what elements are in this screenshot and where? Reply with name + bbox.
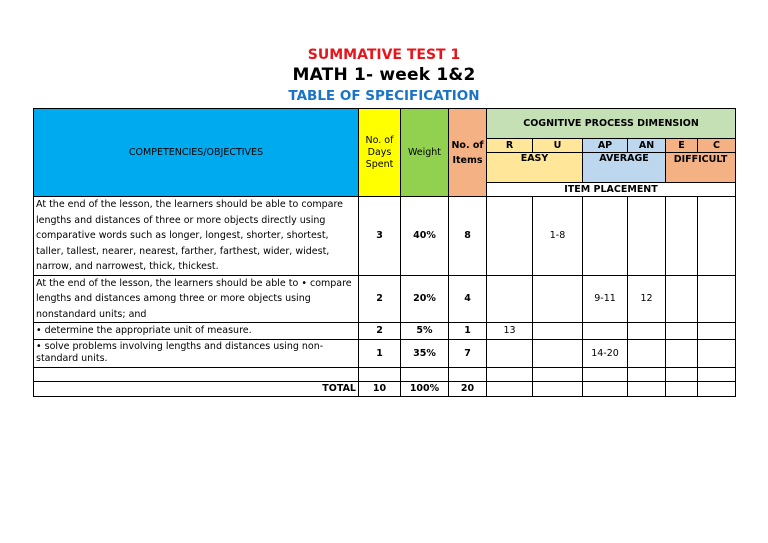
r-cell bbox=[487, 275, 533, 323]
section-title: TABLE OF SPECIFICATION bbox=[288, 88, 480, 104]
level-c: C bbox=[698, 139, 736, 153]
items-cell: 7 bbox=[449, 339, 487, 367]
level-r: R bbox=[487, 139, 533, 153]
empty-cell bbox=[449, 367, 487, 381]
empty-cell bbox=[533, 367, 583, 381]
empty-cell bbox=[628, 367, 666, 381]
ap-cell: 9-11 bbox=[583, 275, 628, 323]
days-cell: 1 bbox=[359, 339, 401, 367]
e-cell bbox=[666, 339, 698, 367]
table-row bbox=[34, 323, 736, 340]
c-cell bbox=[698, 323, 736, 340]
e-cell bbox=[666, 197, 698, 276]
total-row bbox=[34, 381, 736, 396]
empty-cell bbox=[698, 381, 736, 396]
ap-cell bbox=[583, 323, 628, 340]
weight-cell: 20% bbox=[401, 275, 449, 323]
empty-cell bbox=[359, 367, 401, 381]
empty-cell bbox=[583, 381, 628, 396]
table-row bbox=[34, 275, 736, 323]
table-row bbox=[34, 339, 736, 367]
an-cell bbox=[628, 197, 666, 276]
subject-title: MATH 1- week 1&2 bbox=[292, 65, 476, 85]
items-header: No. of Items bbox=[449, 109, 487, 197]
empty-cell bbox=[487, 367, 533, 381]
total-days: 10 bbox=[359, 381, 401, 396]
competency-cell: • solve problems involving lengths and distances using non-standard units. bbox=[34, 339, 359, 367]
empty-cell bbox=[34, 367, 359, 381]
weight-cell: 35% bbox=[401, 339, 449, 367]
level-e: E bbox=[666, 139, 698, 153]
total-items: 20 bbox=[449, 381, 487, 396]
c-cell bbox=[698, 275, 736, 323]
ap-cell: 14-20 bbox=[583, 339, 628, 367]
empty-cell bbox=[666, 367, 698, 381]
weight-cell: 5% bbox=[401, 323, 449, 340]
days-cell: 3 bbox=[359, 197, 401, 276]
items-cell: 1 bbox=[449, 323, 487, 340]
ap-cell bbox=[583, 197, 628, 276]
r-cell: 13 bbox=[487, 323, 533, 340]
empty-cell bbox=[487, 381, 533, 396]
table-row bbox=[34, 197, 736, 276]
an-cell bbox=[628, 339, 666, 367]
items-cell: 4 bbox=[449, 275, 487, 323]
u-cell bbox=[533, 323, 583, 340]
cognitive-header: COGNITIVE PROCESS DIMENSION bbox=[487, 109, 736, 139]
item-placement-header: ITEM PLACEMENT bbox=[487, 183, 736, 197]
u-cell bbox=[533, 275, 583, 323]
empty-cell bbox=[698, 367, 736, 381]
empty-cell bbox=[533, 381, 583, 396]
level-ap: AP bbox=[583, 139, 628, 153]
competency-cell: At the end of the lesson, the learners should be able to compare lengths and distances of three or more objects directly using comparative words such as longer, longest, shorter, shortest, taller, tallest, nearer, nearest, farther, farthest, wider, widest, narrow, and narrowest, thick, thickest. bbox=[34, 197, 359, 276]
an-cell: 12 bbox=[628, 275, 666, 323]
u-cell: 1-8 bbox=[533, 197, 583, 276]
c-cell bbox=[698, 339, 736, 367]
an-cell bbox=[628, 323, 666, 340]
level-an: AN bbox=[628, 139, 666, 153]
test-title: SUMMATIVE TEST 1 bbox=[307, 47, 461, 63]
empty-cell bbox=[583, 367, 628, 381]
empty-row bbox=[34, 367, 736, 381]
e-cell bbox=[666, 275, 698, 323]
days-cell: 2 bbox=[359, 323, 401, 340]
items-cell: 8 bbox=[449, 197, 487, 276]
days-header: No. of Days Spent bbox=[359, 109, 401, 197]
average-header: AVERAGE bbox=[583, 153, 666, 183]
total-label: TOTAL bbox=[34, 381, 359, 396]
easy-header: EASY bbox=[487, 153, 583, 183]
weight-cell: 40% bbox=[401, 197, 449, 276]
u-cell bbox=[533, 339, 583, 367]
difficult-header: DIFFICULT bbox=[666, 153, 736, 183]
days-cell: 2 bbox=[359, 275, 401, 323]
specification-table bbox=[33, 108, 736, 397]
weight-header: Weight bbox=[401, 109, 449, 197]
competency-cell: • determine the appropriate unit of measure. bbox=[34, 323, 359, 340]
competencies-header: COMPETENCIES/OBJECTIVES bbox=[34, 109, 359, 197]
total-weight: 100% bbox=[401, 381, 449, 396]
r-cell bbox=[487, 339, 533, 367]
r-cell bbox=[487, 197, 533, 276]
empty-cell bbox=[666, 381, 698, 396]
c-cell bbox=[698, 197, 736, 276]
e-cell bbox=[666, 323, 698, 340]
empty-cell bbox=[628, 381, 666, 396]
level-u: U bbox=[533, 139, 583, 153]
title-block bbox=[0, 46, 768, 105]
empty-cell bbox=[401, 367, 449, 381]
competency-cell: At the end of the lesson, the learners should be able to • compare lengths and distances among three or more objects using nonstandard units; and bbox=[34, 275, 359, 323]
